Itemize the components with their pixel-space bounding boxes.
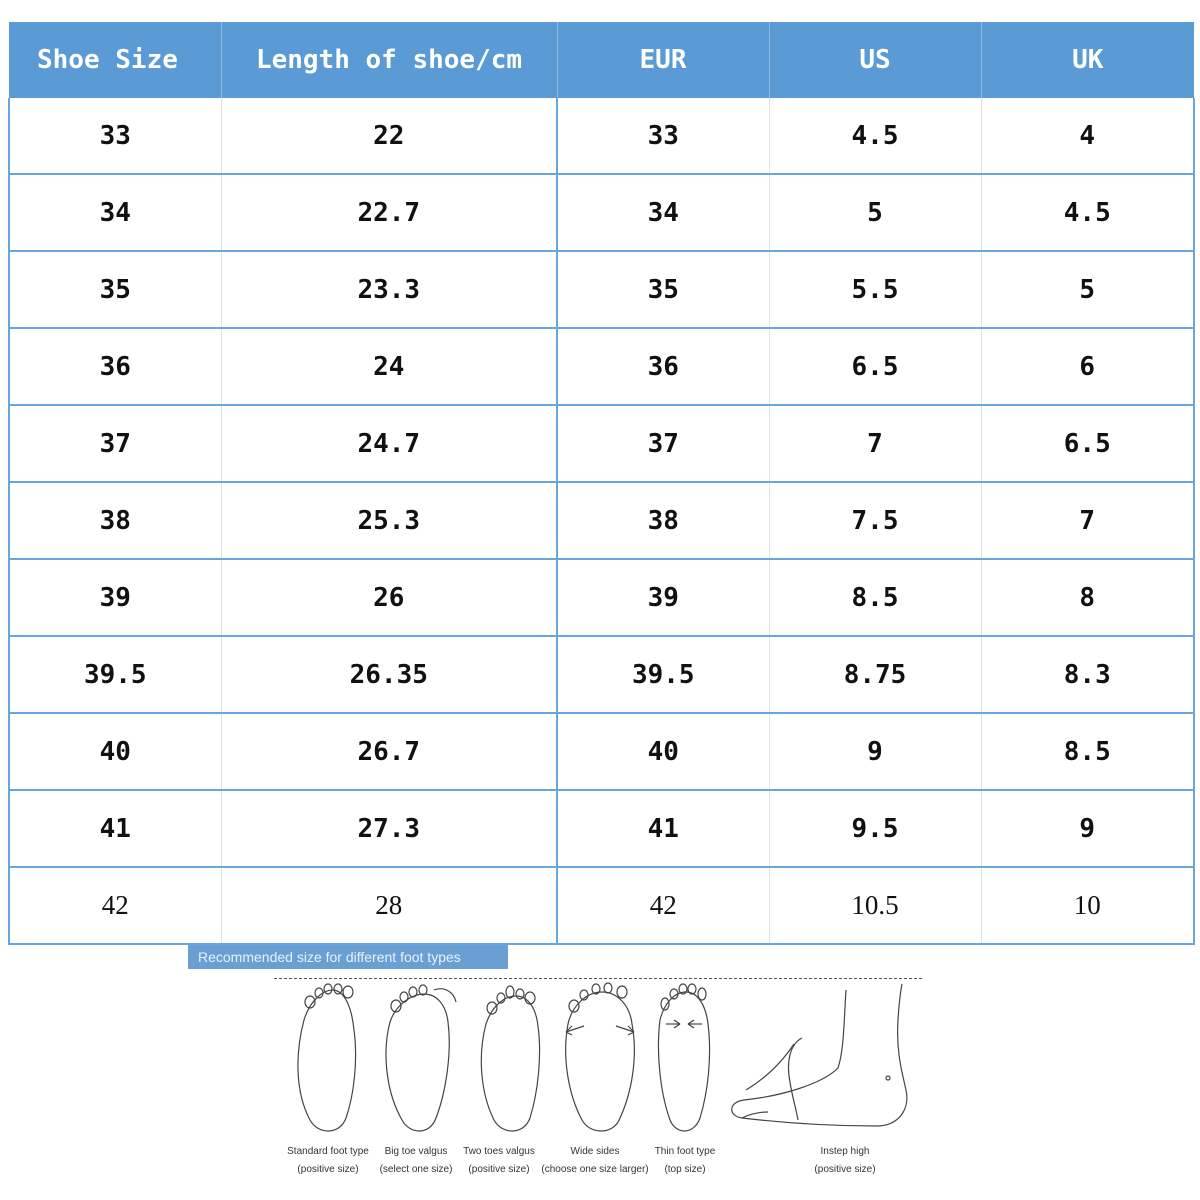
- foot-type-note: (top size): [664, 1164, 706, 1175]
- foot-type-name: Instep high: [820, 1146, 870, 1157]
- cell-us: 7: [769, 405, 981, 482]
- cell-us: 5.5: [769, 251, 981, 328]
- table-row: [9, 790, 1194, 867]
- big-toe-valgus-foot-icon: [378, 980, 458, 1140]
- cell-uk: 8.5: [981, 713, 1194, 790]
- header-eur: EUR: [557, 22, 769, 98]
- foot-caption-instep-high: [814, 1143, 875, 1179]
- cell-shoe-size: 36: [9, 328, 221, 405]
- foot-caption-two-toes-valgus: [463, 1143, 535, 1179]
- table-row: [9, 482, 1194, 559]
- table-body: [9, 98, 1194, 944]
- table-row: [9, 405, 1194, 482]
- cell-shoe-size: 40: [9, 713, 221, 790]
- header-uk: UK: [981, 22, 1194, 98]
- cell-eur: 40: [557, 713, 769, 790]
- cell-length-cm: 27.3: [221, 790, 557, 867]
- table-row: [9, 559, 1194, 636]
- cell-eur: 34: [557, 174, 769, 251]
- cell-us: 7.5: [769, 482, 981, 559]
- table-row: [9, 636, 1194, 713]
- header-length-cm: Length of shoe/cm: [221, 22, 557, 98]
- cell-eur: 39: [557, 559, 769, 636]
- two-toes-valgus-foot-icon: [472, 980, 550, 1140]
- foot-type-note: (select one size): [379, 1164, 453, 1175]
- foot-type-name: Wide sides: [570, 1146, 620, 1157]
- cell-uk: 9: [981, 790, 1194, 867]
- cell-uk: 5: [981, 251, 1194, 328]
- foot-caption-thin: [655, 1143, 716, 1179]
- foot-type-name: Thin foot type: [654, 1146, 716, 1157]
- table-row: [9, 328, 1194, 405]
- table-row: [9, 713, 1194, 790]
- cell-uk: 6.5: [981, 405, 1194, 482]
- cell-shoe-size: 35: [9, 251, 221, 328]
- cell-us: 10.5: [769, 867, 981, 944]
- cell-shoe-size: 37: [9, 405, 221, 482]
- cell-us: 8.75: [769, 636, 981, 713]
- cell-us: 9: [769, 713, 981, 790]
- cell-length-cm: 23.3: [221, 251, 557, 328]
- cell-length-cm: 22: [221, 98, 557, 174]
- cell-length-cm: 22.7: [221, 174, 557, 251]
- cell-eur: 41: [557, 790, 769, 867]
- cell-eur: 37: [557, 405, 769, 482]
- table-row: [9, 174, 1194, 251]
- standard-foot-icon: [288, 980, 366, 1140]
- foot-type-name: Standard foot type: [287, 1146, 369, 1157]
- cell-uk: 10: [981, 867, 1194, 944]
- cell-eur: 42: [557, 867, 769, 944]
- cell-length-cm: 26.7: [221, 713, 557, 790]
- shoe-size-table: [8, 22, 1195, 945]
- foot-type-note: (positive size): [297, 1164, 359, 1175]
- cell-length-cm: 26: [221, 559, 557, 636]
- cell-uk: 7: [981, 482, 1194, 559]
- cell-shoe-size: 34: [9, 174, 221, 251]
- dotted-divider: [274, 978, 922, 979]
- cell-shoe-size: 41: [9, 790, 221, 867]
- foot-caption-wide-sides: [541, 1143, 648, 1179]
- cell-uk: 4: [981, 98, 1194, 174]
- cell-us: 8.5: [769, 559, 981, 636]
- cell-uk: 8.3: [981, 636, 1194, 713]
- foot-caption-big-toe-valgus: [380, 1143, 453, 1179]
- foot-types-section: [0, 940, 1200, 1200]
- cell-eur: 38: [557, 482, 769, 559]
- cell-us: 6.5: [769, 328, 981, 405]
- high-instep-foot-icon: [726, 980, 916, 1140]
- cell-shoe-size: 42: [9, 867, 221, 944]
- header-us: US: [769, 22, 981, 98]
- cell-shoe-size: 38: [9, 482, 221, 559]
- cell-length-cm: 24.7: [221, 405, 557, 482]
- wide-foot-icon: [560, 980, 640, 1140]
- header-shoe-size: Shoe Size: [9, 22, 221, 98]
- cell-uk: 8: [981, 559, 1194, 636]
- table-row: [9, 251, 1194, 328]
- cell-shoe-size: 39.5: [9, 636, 221, 713]
- cell-uk: 6: [981, 328, 1194, 405]
- cell-us: 4.5: [769, 98, 981, 174]
- cell-eur: 35: [557, 251, 769, 328]
- foot-type-name: Big toe valgus: [384, 1146, 448, 1157]
- foot-types-banner: Recommended size for different foot types: [188, 945, 508, 969]
- cell-length-cm: 24: [221, 328, 557, 405]
- foot-type-note: (choose one size larger): [541, 1164, 649, 1175]
- cell-shoe-size: 33: [9, 98, 221, 174]
- cell-shoe-size: 39: [9, 559, 221, 636]
- foot-type-name: Two toes valgus: [463, 1146, 535, 1157]
- cell-eur: 33: [557, 98, 769, 174]
- foot-caption-standard: [287, 1143, 369, 1179]
- table-row: [9, 98, 1194, 174]
- cell-uk: 4.5: [981, 174, 1194, 251]
- table-header-row: [9, 22, 1194, 98]
- table-row: [9, 867, 1194, 944]
- cell-length-cm: 26.35: [221, 636, 557, 713]
- thin-foot-icon: [652, 980, 718, 1140]
- cell-us: 9.5: [769, 790, 981, 867]
- cell-length-cm: 25.3: [221, 482, 557, 559]
- cell-eur: 39.5: [557, 636, 769, 713]
- foot-type-note: (positive size): [814, 1164, 876, 1175]
- foot-type-note: (positive size): [468, 1164, 530, 1175]
- cell-us: 5: [769, 174, 981, 251]
- cell-length-cm: 28: [221, 867, 557, 944]
- cell-eur: 36: [557, 328, 769, 405]
